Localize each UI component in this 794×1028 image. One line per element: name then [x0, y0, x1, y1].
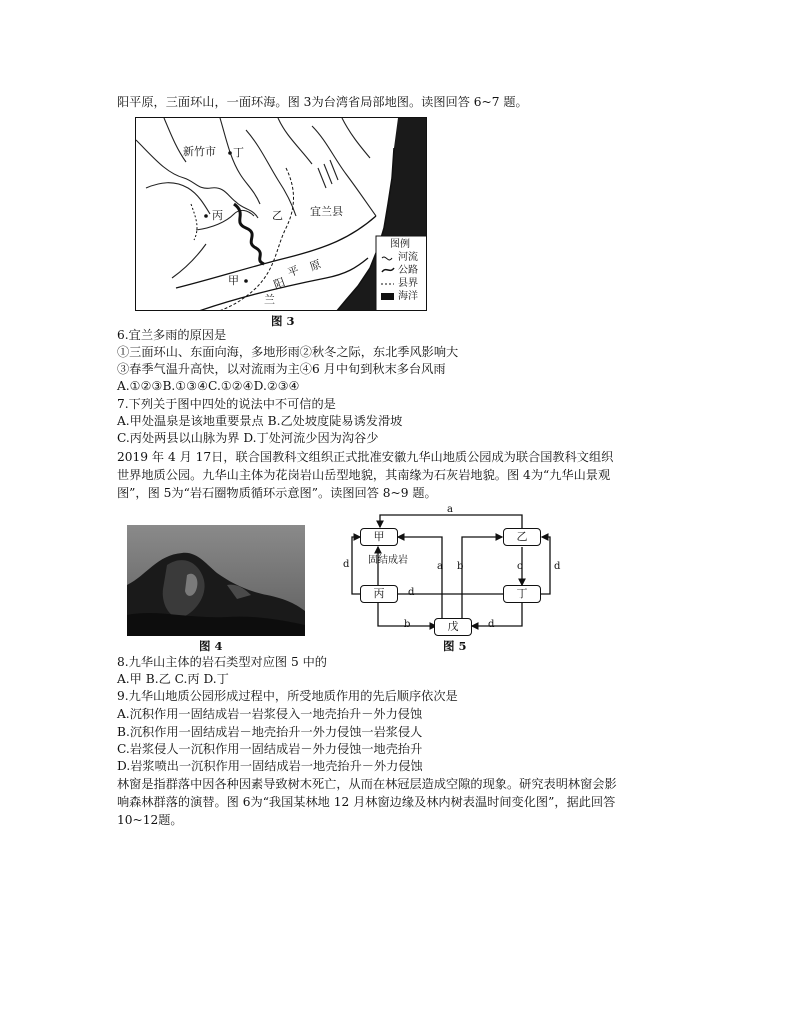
q6-line1: ①三面环山、东面向海，多地形雨②秋冬之际，东北季风影响大 — [117, 345, 459, 359]
rock-cycle-diagram — [338, 505, 576, 645]
q9-option-a: A.沉积作用一固结成岩一岩浆侵入一地壳抬升－外力侵蚀 — [117, 707, 423, 721]
passage2-line2: 世界地质公园。九华山主体为花岗岩山岳型地貌，其南缘为石灰岩地貌。图 4为“九华山景观 — [117, 468, 611, 482]
q6-options: A.①②③B.①③④C.①②④D.②③④ — [117, 379, 300, 393]
q6-stem: 6.宜兰多雨的原因是 — [117, 328, 227, 342]
arrow-label-a-vertical: a — [437, 561, 443, 572]
arrow-label-a-top: a — [447, 504, 453, 515]
place-ding: 丁 — [233, 146, 244, 159]
figure-3-caption: 图 3 — [271, 314, 295, 328]
q7-line1: A.甲处温泉是该地重要景点 B.乙处坡度陡易诱发滑坡 — [117, 414, 403, 428]
arrow-label-c: c — [517, 561, 523, 572]
legend-river: 河流 — [398, 252, 418, 263]
process-label-consolidation: 固结成岩 — [368, 555, 408, 566]
place-yilan: 宜兰县 — [310, 205, 343, 218]
node-yi: 乙 — [503, 528, 541, 546]
arrow-label-d-left: d — [343, 559, 350, 570]
place-bing: 丙 — [212, 209, 223, 222]
arrow-label-b-bottom: b — [404, 619, 411, 630]
node-jia: 甲 — [360, 528, 398, 546]
legend-ocean: 海洋 — [398, 291, 418, 302]
arrow-label-d-middle: d — [408, 587, 415, 598]
legend-county-border: 县界 — [398, 278, 418, 289]
q8-stem: 8.九华山主体的岩石类型对应图 5 中的 — [117, 655, 327, 669]
place-xinzhu: 新竹市 — [183, 145, 216, 158]
q7-line2: C.丙处两县以山脉为界 D.丁处河流少因为沟谷少 — [117, 431, 379, 445]
figure-4-caption: 图 4 — [199, 639, 223, 653]
arrow-label-d-right: d — [554, 561, 561, 572]
arrow-label-d-bottom: d — [488, 619, 495, 630]
plain-char-4: 原 — [307, 257, 323, 274]
place-yi: 乙 — [272, 209, 283, 222]
q9-stem: 9.九华山地质公园形成过程中，所受地质作用的先后顺序依次是 — [117, 689, 458, 703]
node-ding: 丁 — [503, 585, 541, 603]
q9-option-b: B.沉积作用一固结成岩－地壳抬升一外力侵蚀一岩浆侵人 — [117, 725, 423, 739]
map-figure-3 — [135, 117, 427, 311]
q8-options: A.甲 B.乙 C.丙 D.丁 — [117, 672, 229, 686]
figure-5-caption: 图 5 — [443, 639, 467, 653]
jiuhua-landscape-photo — [127, 525, 305, 636]
passage3-line1: 林窗是指群落中因各种因素导致树木死亡，从而在林冠层造成空隙的现象。研究表明林窗会影 — [117, 777, 617, 791]
arrow-label-b-vertical: b — [457, 561, 464, 572]
intro-line: 阳平原，三面环山，一面环海。图 3为台湾省局部地图。读图回答 6~7 题。 — [117, 95, 528, 109]
q9-option-d: D.岩浆喷出一沉积作用一固结成岩一地壳抬升－外力侵蚀 — [117, 759, 423, 773]
node-wu: 戊 — [434, 618, 472, 636]
plain-char-3: 平 — [285, 263, 301, 280]
legend-road: 公路 — [398, 265, 418, 276]
passage2-line3: 图”，图 5为“岩石圈物质循环示意图”。读图回答 8~9 题。 — [117, 486, 437, 500]
legend-title: 图例 — [390, 239, 410, 250]
plain-char-1: 兰 — [264, 293, 275, 306]
passage3-line3: 10~12题。 — [117, 813, 183, 827]
place-jia: 甲 — [228, 274, 239, 287]
q9-option-c: C.岩浆侵人一沉积作用一固结成岩－外力侵蚀一地壳抬升 — [117, 742, 423, 756]
passage2-line1: 2019 年 4 月 17日，联合国教科文组织正式批准安徽九华山地质公园成为联合国教科文组织 — [117, 450, 614, 464]
node-bing: 丙 — [360, 585, 398, 603]
plain-char-2: 阳 — [271, 275, 287, 292]
q6-line2: ③春季气温升高快，以对流雨为主④6 月中旬到秋末多台风雨 — [117, 362, 446, 376]
passage3-line2: 响森林群落的演替。图 6为“我国某林地 12 月林窗边缘及林内树表温时间变化图”，据此回答 — [117, 795, 616, 809]
q7-stem: 7.下列关于图中四处的说法中不可信的是 — [117, 397, 336, 411]
